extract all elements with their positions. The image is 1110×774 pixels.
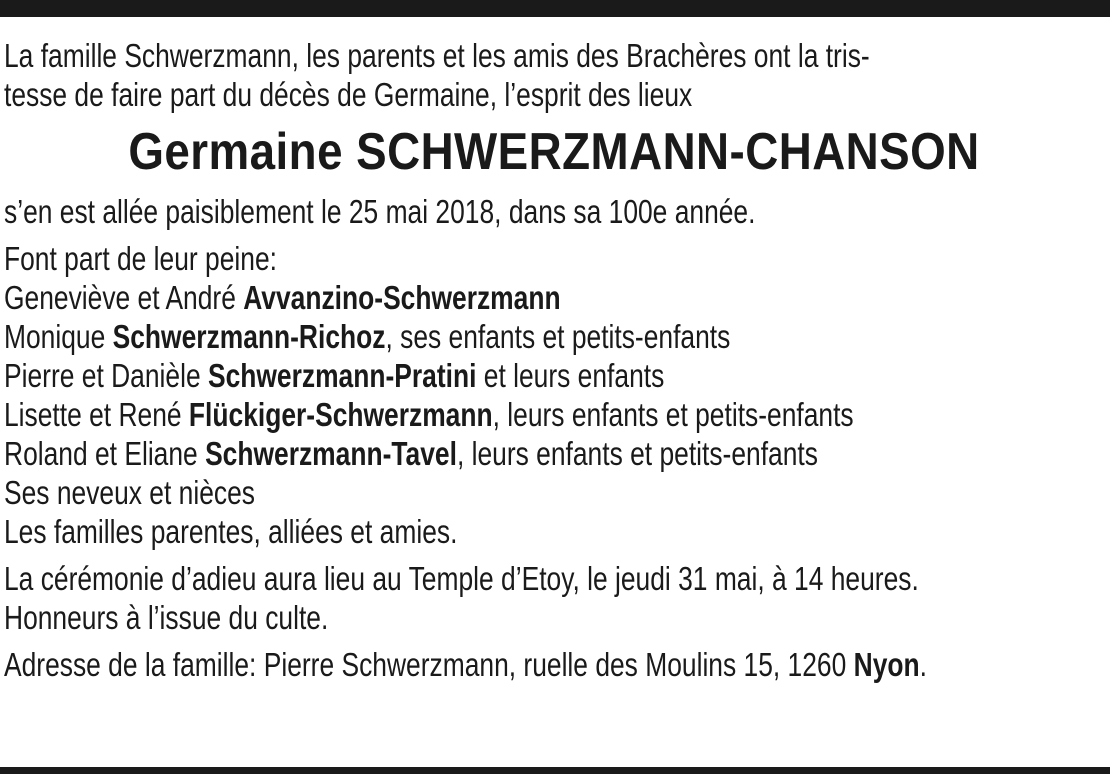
mourners-heading: Font part de leur peine: bbox=[4, 240, 277, 277]
intro-line-1: La famille Schwerzmann, les parents et les amis des Brachères ont la tris- bbox=[4, 37, 870, 74]
mourner-family-name: Schwerzmann-Richoz bbox=[112, 318, 386, 355]
mourner-family-name: Avvanzino-Schwerzmann bbox=[243, 279, 561, 316]
obituary-notice bbox=[4, 36, 1104, 684]
ceremony-details: La cérémonie d’adieu aura lieu au Temple d’Etoy, le jeudi 31 mai, à 14 heures. bbox=[4, 560, 919, 597]
nephews-nieces: Ses neveux et nièces bbox=[4, 474, 255, 511]
passing-statement: s’en est allée paisiblement le 25 mai 2018, dans sa 100e année. bbox=[4, 193, 756, 230]
intro-line-2: tesse de faire part du décès de Germaine, l’esprit des lieux bbox=[4, 76, 693, 113]
extended-families: Les familles parentes, alliées et amies. bbox=[4, 513, 458, 550]
bottom-rule bbox=[0, 767, 1110, 774]
mourner-family-name: Flückiger-Schwerzmann bbox=[188, 396, 493, 433]
mourner-given-names: Geneviève et André bbox=[4, 279, 244, 316]
mourner-line bbox=[4, 434, 884, 473]
mourner-given-names: Pierre et Danièle bbox=[4, 357, 208, 394]
mourner-line bbox=[4, 278, 884, 317]
address-end: . bbox=[919, 646, 927, 683]
address-city: Nyon bbox=[853, 646, 920, 683]
mourner-line bbox=[4, 317, 884, 356]
mourner-line bbox=[4, 356, 884, 395]
mourner-given-names: Roland et Eliane bbox=[4, 435, 206, 472]
top-rule bbox=[0, 0, 1110, 17]
mourner-rest: , leurs enfants et petits-enfants bbox=[456, 435, 818, 472]
mourner-rest: et leurs enfants bbox=[476, 357, 665, 394]
mourner-given-names: Lisette et René bbox=[4, 396, 189, 433]
deceased-name: Germaine SCHWERZMANN-CHANSON bbox=[128, 123, 980, 181]
mourner-family-name: Schwerzmann-Pratini bbox=[207, 357, 477, 394]
mourner-line bbox=[4, 395, 884, 434]
mourner-given-names: Monique bbox=[4, 318, 113, 355]
address-text: Adresse de la famille: Pierre Schwerzmann, ruelle des Moulins 15, 1260 bbox=[4, 646, 854, 683]
mourner-family-name: Schwerzmann-Tavel bbox=[205, 435, 457, 472]
mourner-rest: , leurs enfants et petits-enfants bbox=[492, 396, 854, 433]
ceremony-honours: Honneurs à l’issue du culte. bbox=[4, 599, 329, 636]
family-address bbox=[4, 645, 927, 684]
mourner-rest: , ses enfants et petits-enfants bbox=[385, 318, 731, 355]
